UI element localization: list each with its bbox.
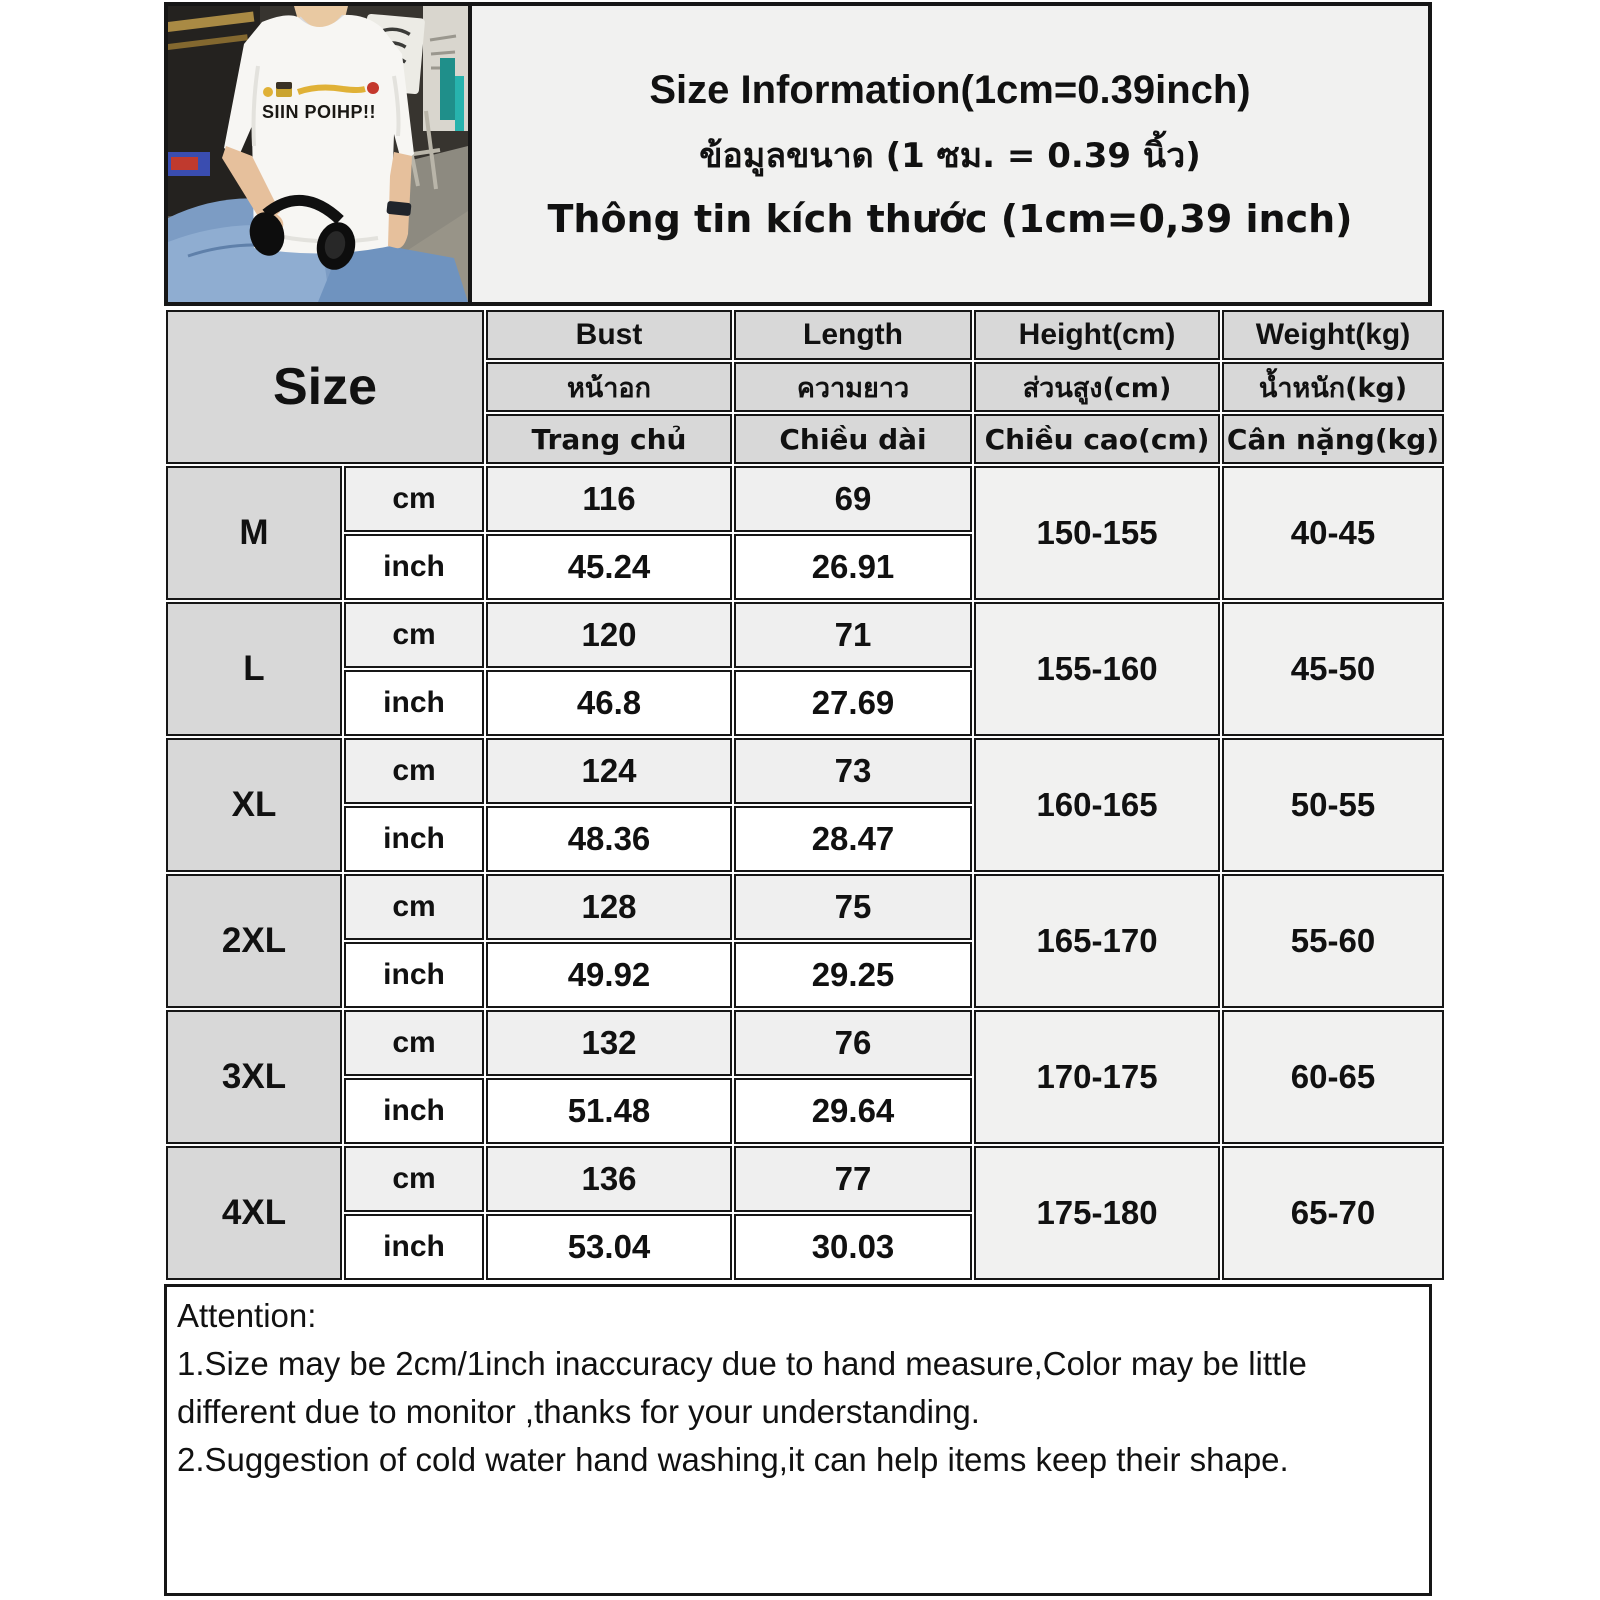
col-header-weight-en: Weight(kg) [1222,310,1444,360]
size-label-xl: XL [166,738,342,872]
unit-inch: inch [344,1214,484,1280]
bust-cm-xl: 124 [486,738,732,804]
shirt-print [262,82,379,122]
bust-inch-xl: 48.36 [486,806,732,872]
unit-cm: cm [344,874,484,940]
length-cm-m: 69 [734,466,972,532]
table-row-l-cm [166,602,1444,668]
product-photo [168,6,472,302]
table-row-m-cm [166,466,1444,532]
bust-cm-3xl: 132 [486,1010,732,1076]
wristwatch [386,201,411,216]
length-inch-3xl: 29.64 [734,1078,972,1144]
shirt-print-text: SIIN POIHP!! [262,102,377,122]
length-inch-2xl: 29.25 [734,942,972,1008]
col-header-height-th: ส่วนสูง(cm) [974,362,1220,412]
bust-inch-2xl: 49.92 [486,942,732,1008]
size-table [164,308,1446,1282]
size-label-3xl: 3XL [166,1010,342,1144]
title-thai: ข้อมูลขนาด (1 ซม. = 0.39 นิ้ว) [699,135,1201,176]
unit-inch: inch [344,942,484,1008]
bust-inch-4xl: 53.04 [486,1214,732,1280]
bust-cm-2xl: 128 [486,874,732,940]
attention-heading: Attention: [177,1297,317,1334]
col-header-bust-en: Bust [486,310,732,360]
col-header-weight-th: น้ำหนัก(kg) [1222,362,1444,412]
unit-inch: inch [344,670,484,736]
length-inch-4xl: 30.03 [734,1214,972,1280]
unit-inch: inch [344,1078,484,1144]
size-label-l: L [166,602,342,736]
weight-range-2xl: 55-60 [1222,874,1444,1008]
attention-note-1: 1.Size may be 2cm/1inch inaccuracy due to hand measure,Color may be little different due to monitor ,thanks for your understanding. [177,1344,1307,1430]
col-header-weight-vi: Cân nặng(kg) [1222,414,1444,464]
bust-inch-m: 45.24 [486,534,732,600]
height-range-xl: 160-165 [974,738,1220,872]
size-label-4xl: 4XL [166,1146,342,1280]
weight-range-3xl: 60-65 [1222,1010,1444,1144]
unit-cm: cm [344,466,484,532]
top-section [164,2,1432,306]
table-row-4xl-cm [166,1146,1444,1212]
size-label-2xl: 2XL [166,874,342,1008]
product-photo-illustration [168,6,468,302]
unit-cm: cm [344,1010,484,1076]
size-label-m: M [166,466,342,600]
col-header-length-en: Length [734,310,972,360]
bust-inch-l: 46.8 [486,670,732,736]
size-header-cell: Size [166,310,484,464]
bust-cm-m: 116 [486,466,732,532]
unit-inch: inch [344,806,484,872]
length-cm-2xl: 75 [734,874,972,940]
title-vietnamese: Thông tin kích thước (1cm=0,39 inch) [547,196,1353,241]
length-inch-m: 26.91 [734,534,972,600]
col-header-height-en: Height(cm) [974,310,1220,360]
table-row-2xl-cm [166,874,1444,940]
height-range-m: 150-155 [974,466,1220,600]
length-cm-xl: 73 [734,738,972,804]
height-range-3xl: 170-175 [974,1010,1220,1144]
weight-range-l: 45-50 [1222,602,1444,736]
unit-cm: cm [344,1146,484,1212]
bust-inch-3xl: 51.48 [486,1078,732,1144]
col-header-length-vi: Chiều dài [734,414,972,464]
length-inch-xl: 28.47 [734,806,972,872]
weight-range-xl: 50-55 [1222,738,1444,872]
title-english: Size Information(1cm=0.39inch) [649,67,1251,112]
bust-cm-4xl: 136 [486,1146,732,1212]
height-range-4xl: 175-180 [974,1146,1220,1280]
unit-inch: inch [344,534,484,600]
height-range-l: 155-160 [974,602,1220,736]
attention-note-2: 2.Suggestion of cold water hand washing,it can help items keep their shape. [177,1440,1289,1478]
unit-cm: cm [344,738,484,804]
length-cm-4xl: 77 [734,1146,972,1212]
weight-range-4xl: 65-70 [1222,1146,1444,1280]
unit-cm: cm [344,602,484,668]
col-header-bust-vi: Trang chủ [486,414,732,464]
col-header-length-th: ความยาว [734,362,972,412]
size-chart-content [164,2,1440,1596]
table-row-3xl-cm [166,1010,1444,1076]
length-cm-3xl: 76 [734,1010,972,1076]
col-header-height-vi: Chiều cao(cm) [974,414,1220,464]
col-header-bust-th: หน้าอก [486,362,732,412]
attention-box [164,1284,1432,1596]
weight-range-m: 40-45 [1222,466,1444,600]
table-header-row-en [166,310,1444,360]
length-cm-l: 71 [734,602,972,668]
length-inch-l: 27.69 [734,670,972,736]
table-row-xl-cm [166,738,1444,804]
bust-cm-l: 120 [486,602,732,668]
title-block [472,6,1428,302]
height-range-2xl: 165-170 [974,874,1220,1008]
